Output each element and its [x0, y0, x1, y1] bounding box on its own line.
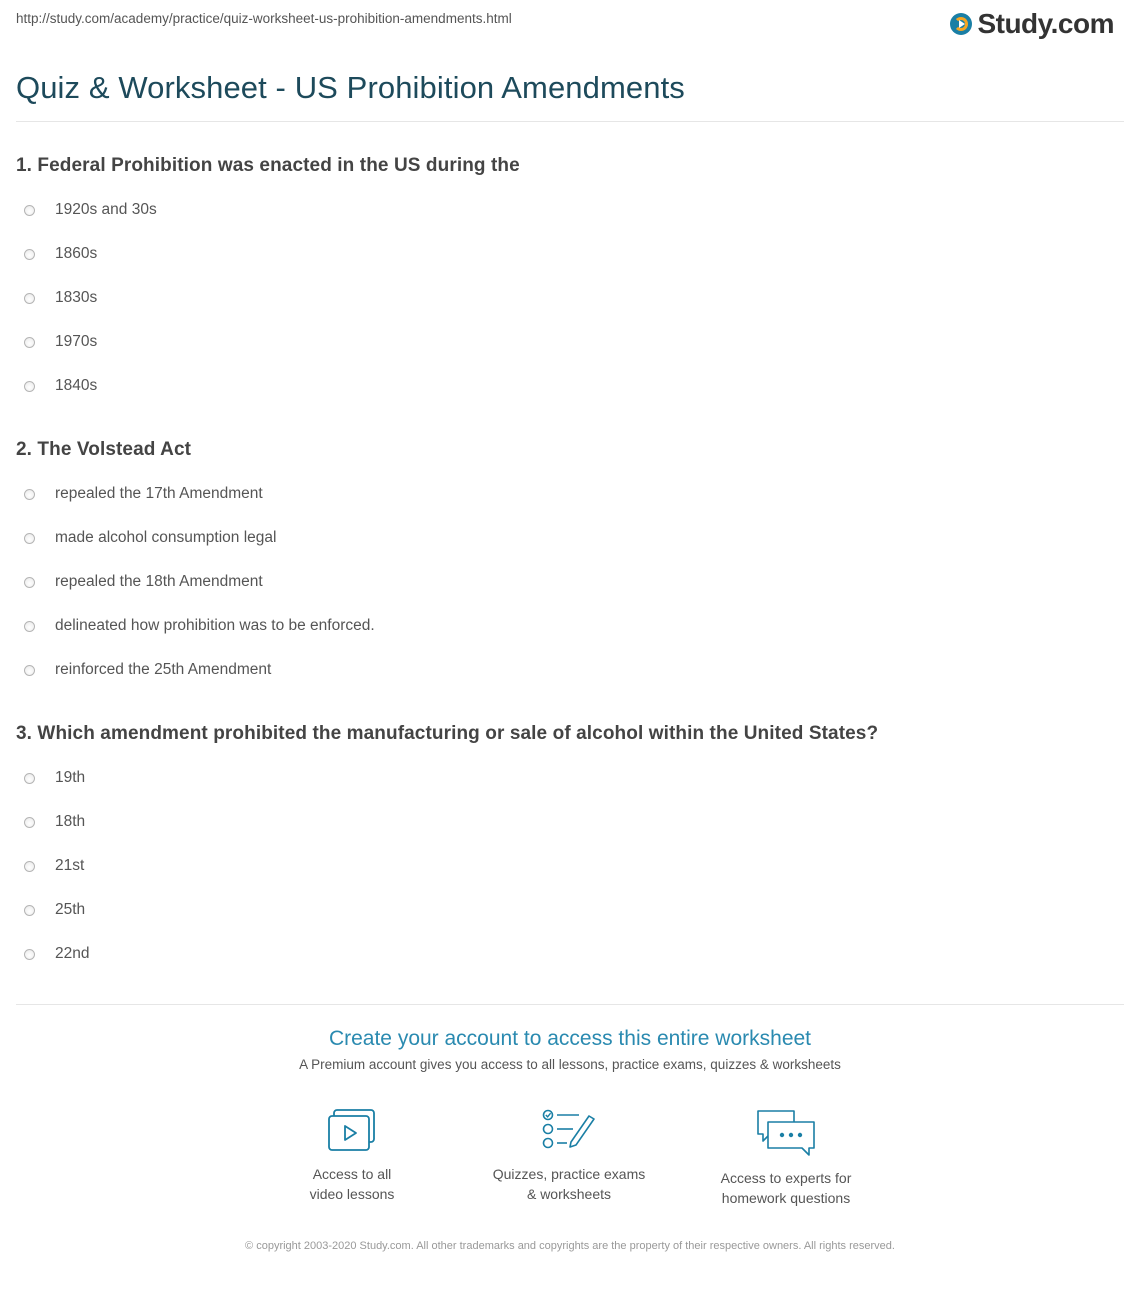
radio-button[interactable] [24, 905, 35, 916]
answer-label: 18th [55, 813, 86, 830]
copyright-text: © copyright 2003-2020 Study.com. All other trademarks and copyrights are the property of their respective owners. All rights reserved. [245, 1240, 895, 1252]
answer-label: 19th [55, 769, 86, 786]
question-2 [16, 439, 1124, 678]
radio-button[interactable] [24, 489, 35, 500]
radio-button[interactable] [24, 337, 35, 348]
answer-option[interactable] [16, 287, 97, 309]
feature-label: Quizzes, practice exams & worksheets [492, 1166, 646, 1202]
radio-button[interactable] [24, 817, 35, 828]
answer-option[interactable] [16, 243, 97, 265]
chat-bubbles-icon [754, 1108, 818, 1158]
answer-label: 1830s [55, 289, 98, 306]
radio-button[interactable] [24, 293, 35, 304]
answer-option[interactable] [16, 659, 271, 681]
answer-label: delineated how prohibition was to be enforced. [55, 617, 375, 634]
answer-option[interactable] [16, 899, 85, 921]
radio-button[interactable] [24, 665, 35, 676]
logo-play-icon [950, 13, 972, 35]
video-lessons-icon [326, 1108, 378, 1154]
radio-button[interactable] [24, 577, 35, 588]
feature-quizzes [469, 1108, 669, 1204]
question-text: 1. Federal Prohibition was enacted in the US during the [16, 155, 520, 176]
answer-label: 1860s [55, 245, 98, 262]
answer-option[interactable] [16, 767, 85, 789]
answer-label: 1970s [55, 333, 98, 350]
answer-option[interactable] [16, 811, 85, 833]
answer-label: reinforced the 25th Amendment [55, 661, 272, 678]
answer-option[interactable] [16, 483, 263, 505]
question-text: 2. The Volstead Act [16, 439, 192, 460]
answer-option[interactable] [16, 571, 263, 593]
feature-experts [686, 1108, 886, 1208]
answer-option[interactable] [16, 943, 89, 965]
answer-label: 25th [55, 901, 86, 918]
answer-option[interactable] [16, 527, 276, 549]
answer-option[interactable] [16, 375, 97, 397]
answer-option[interactable] [16, 199, 157, 221]
question-3 [16, 723, 1124, 962]
divider [16, 121, 1124, 122]
feature-video-lessons [252, 1108, 452, 1204]
feature-label: Access to all video lessons [309, 1166, 395, 1202]
page-title: Quiz & Worksheet - US Prohibition Amendments [16, 70, 685, 105]
radio-button[interactable] [24, 861, 35, 872]
answer-label: made alcohol consumption legal [55, 529, 277, 546]
answer-label: 1840s [55, 377, 98, 394]
question-1 [16, 155, 1124, 394]
radio-button[interactable] [24, 381, 35, 392]
radio-button[interactable] [24, 249, 35, 260]
radio-button[interactable] [24, 205, 35, 216]
answer-label: repealed the 17th Amendment [55, 485, 263, 502]
study-logo[interactable] [950, 8, 1114, 40]
answer-label: 22nd [55, 945, 90, 962]
answer-label: 21st [55, 857, 85, 874]
cta-subtitle: A Premium account gives you access to all lessons, practice exams, quizzes & worksheets [299, 1057, 841, 1072]
answer-option[interactable] [16, 855, 84, 877]
question-text: 3. Which amendment prohibited the manufacturing or sale of alcohol within the United States? [16, 723, 879, 744]
create-account-link[interactable]: Create your account to access this entire worksheet [328, 1027, 812, 1050]
answer-label: 1920s and 30s [55, 201, 157, 218]
radio-button[interactable] [24, 949, 35, 960]
answer-option[interactable] [16, 615, 375, 637]
quiz-checklist-icon [541, 1108, 597, 1154]
radio-button[interactable] [24, 621, 35, 632]
answer-label: repealed the 18th Amendment [55, 573, 263, 590]
answer-option[interactable] [16, 331, 97, 353]
feature-label: Access to experts for homework questions [720, 1170, 852, 1206]
logo-text: Study.com [977, 8, 1114, 39]
divider [16, 1004, 1124, 1005]
page-url: http://study.com/academy/practice/quiz-worksheet-us-prohibition-amendments.html [16, 11, 512, 26]
radio-button[interactable] [24, 533, 35, 544]
radio-button[interactable] [24, 773, 35, 784]
